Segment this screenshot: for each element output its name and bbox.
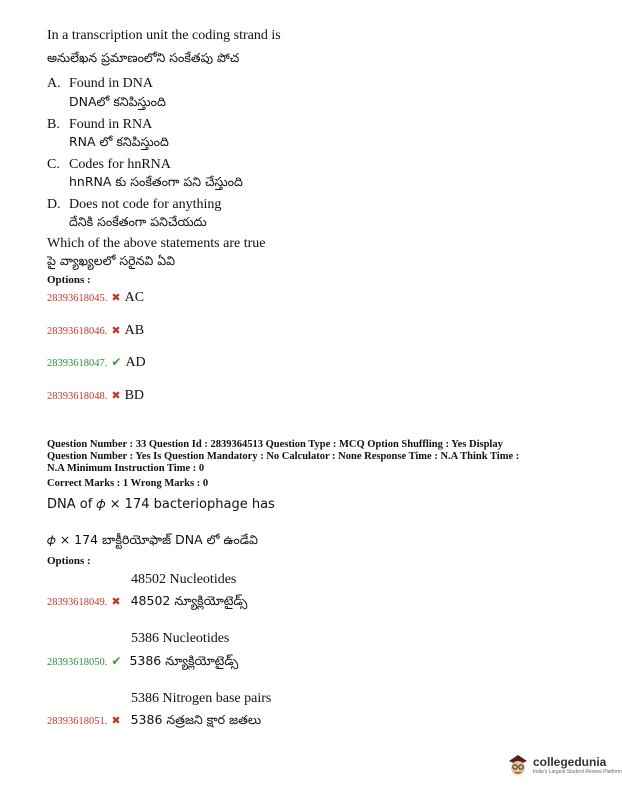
q1-option-1[interactable] [47,288,144,306]
option-id: 28393618045. [47,293,108,304]
choice-text-en: Found in RNA [69,117,153,132]
q1-which-te: పై వ్యాఖ్యలలో సరైనవి ఏవి [47,253,176,268]
q2-meta-line3: N.A Minimum Instruction Time : 0 [47,463,205,474]
q2-meta-line1: Question Number : 33 Question Id : 2839364513 Question Type : MCQ Option Shuffling : Yes Display [47,439,503,450]
wrong-icon: ✖ [111,715,121,727]
option-id: 28393618046. [47,326,108,337]
option-id: 28393618048. [47,391,108,402]
choice-letter: B. [47,117,60,132]
option-id: 28393618051. [47,716,108,727]
q1-choice-d-te: దేనికి సంకేతంగా పనిచేయదు [69,214,207,229]
choice-letter: C. [47,157,60,172]
q1-stem-te: అనులేఖన ప్రమాణంలోని సంకేతపు పోచ [47,50,240,65]
q1-options-label: Options : [47,274,91,286]
q2-stem-te: 𝜙 × 174 బాక్టీరియోఫాజ్ DNA లో ఉండేవి [47,532,258,547]
correct-icon: ✔ [111,355,122,369]
wrong-icon: ✖ [111,292,121,304]
logo-name: collegedunia [533,755,607,769]
option-id: 28393618049. [47,597,108,608]
choice-letter: D. [47,197,61,212]
q1-choice-d [47,197,221,213]
q1-choice-b [47,117,152,133]
choice-letter: A. [47,76,61,91]
option-id: 28393618050. [47,657,108,668]
q1-choice-c-te: hnRNA కు సంకేతంగా పని చేస్తుంది [69,174,243,189]
q1-choice-a-te: DNAలో కనిపిస్తుంది [69,94,166,109]
q1-option-2[interactable] [47,321,144,339]
q2-option-2[interactable] [47,652,238,672]
q1-choice-c [47,157,171,173]
q2-option-3-en: 5386 Nitrogen base pairs [131,691,272,706]
option-text-te: 48502 న్యూక్లియోటైడ్స్ [130,593,248,608]
q1-option-3[interactable] [47,353,146,371]
q2-option-1-en: 48502 Nucleotides [131,572,237,587]
q1-choice-a [47,76,153,92]
correct-icon: ✔ [111,654,122,668]
option-text-te: 5386 నత్రజని క్షార జతలు [130,712,262,727]
option-text: BD [124,388,145,403]
wrong-icon: ✖ [111,325,121,337]
choice-text-en: Codes for hnRNA [69,157,171,172]
wrong-icon: ✖ [111,390,121,402]
logo-tagline: India's Largest Student Review Platform [533,769,622,775]
q1-stem-en: In a transcription unit the coding strand is [47,28,281,43]
q1-option-4[interactable] [47,386,144,404]
q2-meta-line2: Question Number : Yes Is Question Mandatory : No Calculator : None Response Time : N.A Think Time : [47,451,520,462]
option-text-te: 5386 న్యూక్లియోటైడ్స్ [129,653,239,668]
option-text: AB [124,323,145,338]
q2-options-label: Options : [47,555,91,567]
q2-option-2-en: 5386 Nucleotides [131,631,230,646]
wrong-icon: ✖ [111,596,121,608]
option-id: 28393618047. [47,358,108,369]
q2-stem-en: DNA of 𝜙 × 174 bacteriophage has [47,497,275,512]
q1-choice-b-te: RNA లో కనిపిస్తుంది [69,134,169,149]
collegedunia-logo [506,752,622,778]
option-text: AD [125,355,146,370]
option-text: AC [124,290,145,305]
q2-option-1[interactable] [47,592,247,612]
choice-text-en: Found in DNA [69,76,154,91]
mascot-icon [506,752,530,778]
choice-text-en: Does not code for anything [69,197,222,212]
q1-which-en: Which of the above statements are true [47,236,266,251]
q2-marks: Correct Marks : 1 Wrong Marks : 0 [47,478,209,489]
q2-option-3[interactable] [47,711,261,731]
